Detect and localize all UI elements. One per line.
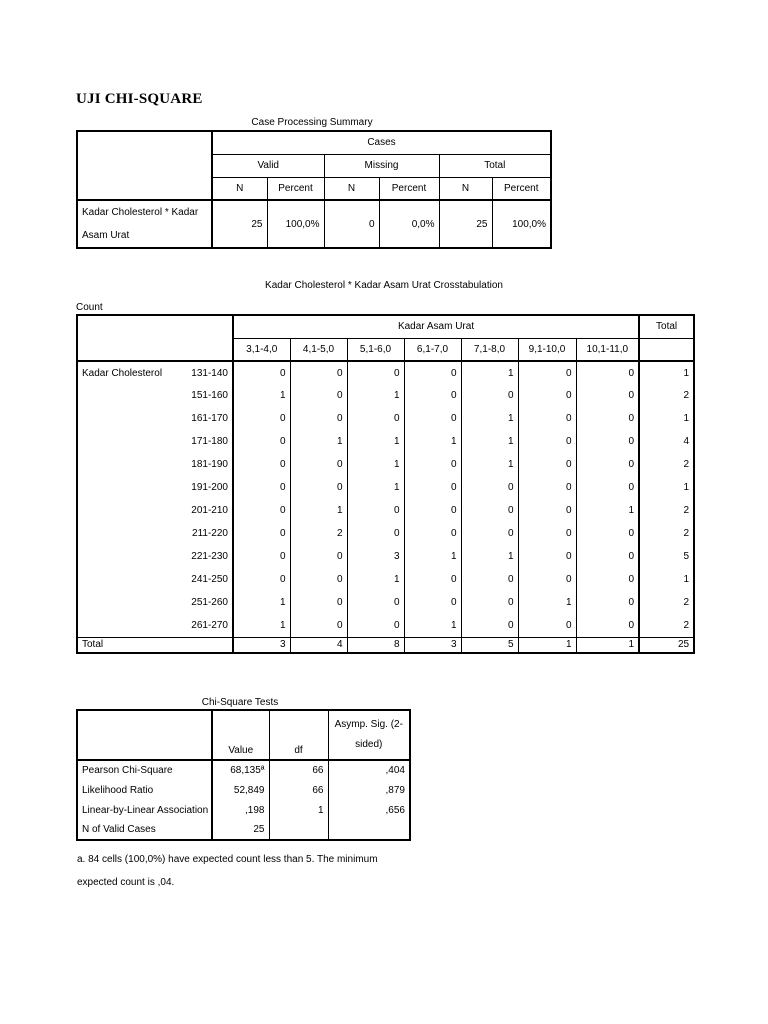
crosstab-cell: 0	[518, 361, 576, 384]
sig-header-line: sided)	[355, 739, 383, 750]
case-summary-caption: Case Processing Summary	[251, 117, 373, 128]
test-df: 66	[269, 780, 328, 800]
cps-sub-header: Percent	[379, 177, 439, 200]
test-df: 1	[269, 800, 328, 820]
row-total-cell: 4	[639, 430, 694, 453]
crosstab-cell: 0	[404, 568, 461, 591]
crosstab-table	[76, 314, 695, 654]
crosstab-cell: 0	[628, 619, 635, 631]
crosstab-cell: 1	[347, 384, 404, 407]
cps-group-valid: Valid	[212, 154, 324, 177]
test-df	[269, 820, 328, 840]
crosstab-cell: 1	[404, 545, 461, 568]
column-total-cell: 5	[461, 637, 518, 653]
test-sig: ,656	[385, 804, 405, 816]
crosstab-cell: 0	[628, 459, 635, 470]
row-total-cell: 2	[639, 522, 694, 545]
column-header: 4,1-5,0	[290, 338, 347, 361]
row-category-label: 151-160	[173, 384, 233, 407]
crosstab-cell: 0	[233, 545, 290, 568]
crosstab-cell: 1	[461, 407, 518, 430]
row-total-cell: 1	[639, 568, 694, 591]
crosstab-cell: 0	[233, 499, 290, 522]
crosstab-cell: 0	[628, 413, 635, 424]
crosstab-cell: 0	[404, 522, 461, 545]
row-var-label	[77, 453, 173, 476]
crosstab-cell: 1	[347, 430, 404, 453]
row-category-label: 251-260	[173, 591, 233, 614]
cps-value: 100,0%	[492, 200, 551, 248]
cps-cases-header: Cases	[367, 137, 396, 149]
row-category-label: 261-270	[173, 614, 233, 637]
crosstab-cell: 0	[518, 614, 576, 637]
crosstab-cell: 0	[233, 407, 290, 430]
crosstab-cell: 0	[518, 499, 576, 522]
crosstab-corner	[77, 315, 233, 361]
row-category-label: 161-170	[173, 407, 233, 430]
crosstab-cell: 1	[461, 361, 518, 384]
column-total-cell: 1	[576, 637, 639, 653]
test-value: ,198	[212, 800, 269, 820]
cps-value: 100,0%	[267, 200, 324, 248]
cps-sub-header: Percent	[492, 177, 551, 200]
crosstab-cell: 0	[233, 522, 290, 545]
row-total-cell: 1	[639, 476, 694, 499]
row-total-cell: 1	[639, 361, 694, 384]
row-category-label: 171-180	[173, 430, 233, 453]
crosstab-cell: 0	[576, 361, 639, 384]
crosstab-cell: 2	[290, 522, 347, 545]
cps-value: 0,0%	[379, 200, 439, 248]
sig-header	[328, 710, 410, 760]
crosstab-cell: 1	[461, 545, 518, 568]
row-total-cell: 1	[639, 407, 694, 430]
row-var-label	[77, 430, 173, 453]
value-header: Value	[212, 710, 269, 760]
column-header: 6,1-7,0	[404, 338, 461, 361]
column-header: 3,1-4,0	[233, 338, 290, 361]
total-header: Total	[639, 315, 694, 338]
row-category-label: 131-140	[173, 361, 233, 384]
row-var-label	[77, 568, 173, 591]
crosstab-cell: 0	[347, 407, 404, 430]
row-var-label	[77, 407, 173, 430]
row-category-label: 201-210	[173, 499, 233, 522]
crosstab-cell: 0	[233, 476, 290, 499]
row-category-label: 211-220	[173, 522, 233, 545]
test-value: 52,849	[212, 780, 269, 800]
test-label: N of Valid Cases	[77, 820, 212, 840]
crosstab-cell: 0	[404, 407, 461, 430]
crosstab-cell: 0	[518, 430, 576, 453]
crosstab-cell: 0	[404, 453, 461, 476]
row-category-label: 241-250	[173, 568, 233, 591]
crosstab-cell: 0	[290, 407, 347, 430]
crosstab-cell: 0	[290, 614, 347, 637]
column-total-cell: 3	[404, 637, 461, 653]
crosstab-cell: 0	[628, 528, 635, 539]
test-value: 25	[212, 820, 269, 840]
row-var-label	[77, 591, 173, 614]
crosstab-cell: 0	[628, 551, 635, 562]
crosstab-cell: 0	[233, 430, 290, 453]
row-category-label: 191-200	[173, 476, 233, 499]
crosstab-cell: 0	[518, 453, 576, 476]
crosstab-cell: 0	[628, 597, 635, 608]
crosstab-cell: 0	[628, 574, 635, 585]
test-value: 68,135ª	[212, 760, 269, 780]
crosstab-cell: 1	[404, 614, 461, 637]
crosstab-cell: 0	[290, 545, 347, 568]
row-var-label: Kadar Cholesterol	[77, 361, 173, 384]
cps-sub-header: Percent	[267, 177, 324, 200]
crosstab-cell: 0	[233, 568, 290, 591]
test-sig: ,404	[328, 760, 410, 780]
row-var-label	[77, 499, 173, 522]
crosstab-cell: 1	[461, 430, 518, 453]
cps-sub-header: N	[212, 177, 267, 200]
crosstab-cell: 0	[461, 522, 518, 545]
crosstab-cell: 0	[290, 591, 347, 614]
crosstab-cell: 0	[290, 453, 347, 476]
row-total-cell: 2	[639, 591, 694, 614]
cps-sub-header: N	[439, 177, 492, 200]
column-header: 9,1-10,0	[518, 338, 576, 361]
row-category-label: 221-230	[173, 545, 233, 568]
crosstab-cell: 0	[461, 476, 518, 499]
cps-row-label: Kadar Cholesterol * Kadar Asam Urat	[77, 200, 212, 248]
row-total-cell: 2	[639, 499, 694, 522]
sig-header-line: Asymp. Sig. (2-	[334, 719, 403, 730]
row-total-cell: 5	[639, 545, 694, 568]
cps-sub-header: N	[324, 177, 379, 200]
crosstab-cell: 1	[290, 499, 347, 522]
df-header: df	[269, 710, 328, 760]
crosstab-cell: 0	[404, 499, 461, 522]
crosstab-cell: 0	[404, 384, 461, 407]
column-total-cell: 3	[233, 637, 290, 653]
crosstab-cell: 0	[290, 476, 347, 499]
crosstab-cell: 0	[628, 436, 635, 447]
footnote-line: a. 84 cells (100,0%) have expected count less than 5. The minimum	[77, 854, 378, 865]
column-header: 7,1-8,0	[461, 338, 518, 361]
cps-group-total: Total	[439, 154, 551, 177]
test-sig	[328, 820, 410, 840]
crosstab-cell: 0	[404, 476, 461, 499]
row-category-label: 181-190	[173, 453, 233, 476]
crosstab-cell: 0	[404, 591, 461, 614]
crosstab-cell: 0	[518, 476, 576, 499]
column-total-cell: 8	[347, 637, 404, 653]
test-label: Likelihood Ratio	[77, 780, 212, 800]
cps-value: 0	[324, 200, 379, 248]
crosstab-cell: 3	[347, 545, 404, 568]
crosstab-cell: 1	[347, 453, 404, 476]
crosstab-cell: 0	[347, 614, 404, 637]
crosstab-cell: 0	[461, 384, 518, 407]
footnote-line: expected count is ,04.	[77, 877, 175, 888]
chi-corner	[77, 710, 212, 760]
count-label: Count	[76, 302, 103, 313]
column-total-cell: 4	[290, 637, 347, 653]
crosstab-cell: 0	[518, 522, 576, 545]
row-total-cell: 2	[639, 614, 694, 637]
crosstab-cell: 0	[290, 361, 347, 384]
row-var-label	[77, 384, 173, 407]
crosstab-cell: 0	[461, 614, 518, 637]
column-header: 5,1-6,0	[347, 338, 404, 361]
crosstab-cell: 0	[347, 522, 404, 545]
crosstab-cell: 0	[518, 545, 576, 568]
crosstab-cell: 0	[290, 568, 347, 591]
crosstab-cell: 0	[347, 499, 404, 522]
chi-square-tests-table	[76, 709, 411, 841]
crosstab-cell: 0	[628, 390, 635, 401]
crosstab-cell: 1	[233, 591, 290, 614]
test-label: Pearson Chi-Square	[77, 760, 212, 780]
case-processing-summary-table	[76, 130, 552, 249]
crosstab-caption: Kadar Cholesterol * Kadar Asam Urat Crosstabulation	[265, 280, 503, 291]
column-total-cell: 1	[518, 637, 576, 653]
row-var-label	[77, 476, 173, 499]
page-heading: UJI CHI-SQUARE	[76, 91, 203, 107]
row-total-cell: 2	[639, 384, 694, 407]
grand-total-cell: 25	[639, 637, 694, 653]
crosstab-cell: 1	[233, 614, 290, 637]
crosstab-cell: 0	[347, 591, 404, 614]
crosstab-cell: 0	[404, 361, 461, 384]
crosstab-cell: 0	[233, 453, 290, 476]
total-row-label: Total	[77, 637, 233, 653]
crosstab-cell: 0	[518, 568, 576, 591]
crosstab-cell: 1	[628, 505, 635, 516]
row-var-label	[77, 545, 173, 568]
crosstab-cell: 0	[347, 361, 404, 384]
crosstab-cell: 1	[461, 453, 518, 476]
crosstab-cell: 1	[347, 568, 404, 591]
chi-square-footnote	[77, 848, 397, 894]
crosstab-cell: 0	[628, 482, 635, 493]
crosstab-cell: 1	[233, 384, 290, 407]
crosstab-cell: 0	[461, 591, 518, 614]
col-group-header: Kadar Asam Urat	[397, 321, 475, 333]
crosstab-cell: 0	[461, 568, 518, 591]
cps-group-missing: Missing	[324, 154, 439, 177]
crosstab-cell: 1	[404, 430, 461, 453]
crosstab-cell: 0	[461, 499, 518, 522]
test-label: Linear-by-Linear Association	[77, 800, 212, 820]
row-var-label	[77, 522, 173, 545]
row-total-cell: 2	[639, 453, 694, 476]
row-var-label	[77, 614, 173, 637]
chi-square-caption: Chi-Square Tests	[201, 697, 279, 708]
crosstab-cell: 0	[290, 384, 347, 407]
total-header-blank	[639, 338, 694, 361]
crosstab-cell: 0	[518, 407, 576, 430]
crosstab-cell: 1	[347, 476, 404, 499]
test-sig: ,879	[385, 784, 405, 796]
cps-corner	[77, 131, 212, 200]
crosstab-cell: 1	[518, 591, 576, 614]
crosstab-cell: 0	[518, 384, 576, 407]
crosstab-cell: 1	[290, 430, 347, 453]
test-df: 66	[269, 760, 328, 780]
column-header: 10,1-11,0	[576, 338, 639, 361]
crosstab-cell: 0	[233, 361, 290, 384]
cps-value: 25	[439, 200, 492, 248]
cps-value: 25	[212, 200, 267, 248]
